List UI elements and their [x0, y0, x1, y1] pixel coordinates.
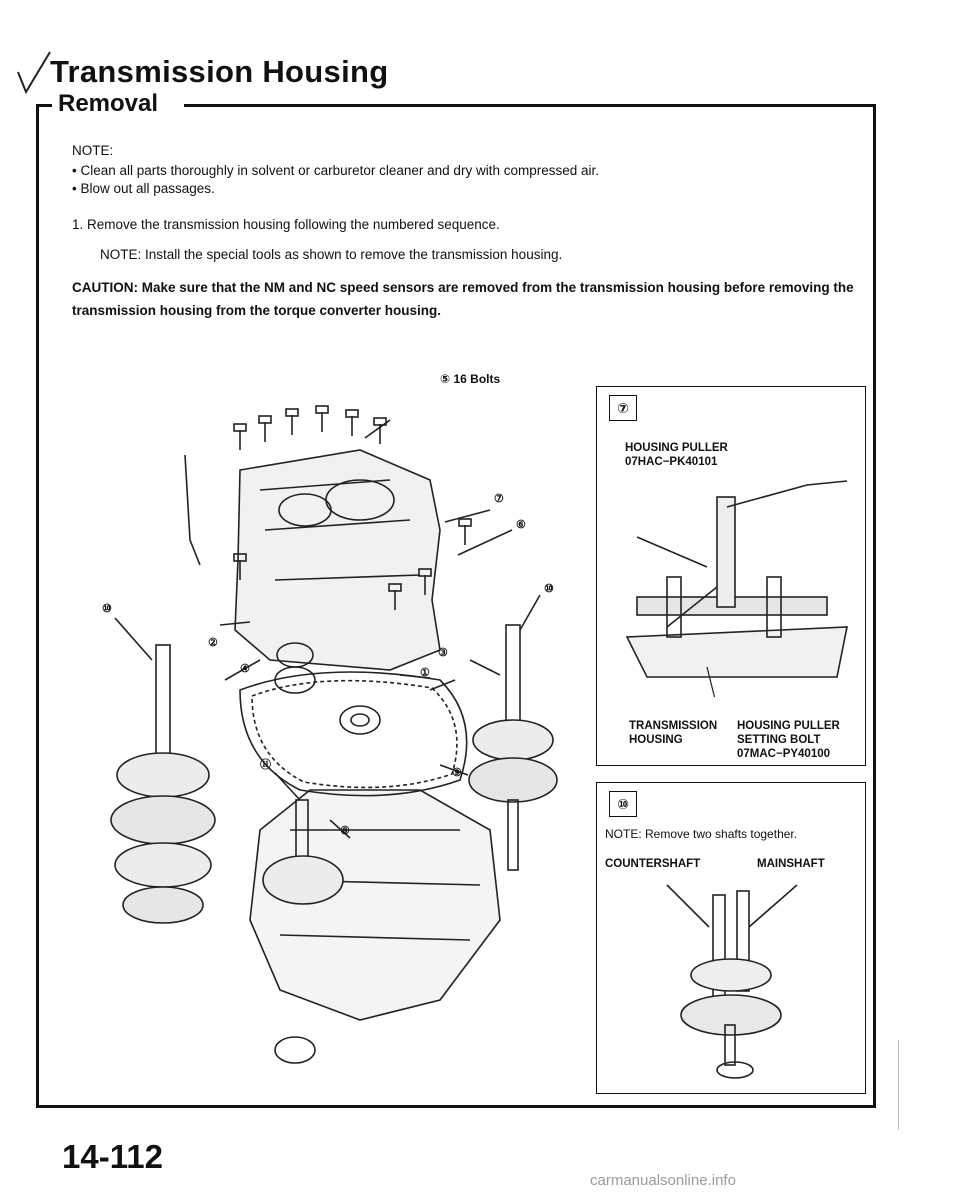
- section-heading: Removal: [58, 90, 159, 117]
- transmission-housing: [235, 450, 440, 670]
- bolts-callout: ⑤ 16 Bolts: [440, 372, 501, 386]
- callout-10: ⑩: [102, 603, 112, 615]
- setting-bolt-number: 07MAC−PY40100: [737, 748, 831, 760]
- callout-1: ①: [420, 667, 430, 679]
- callout-4: ④: [240, 663, 250, 675]
- note-item: • Clean all parts thoroughly in solvent or carburetor cleaner and dry with compressed air.: [72, 163, 599, 178]
- shafts-illustration: [657, 875, 807, 1085]
- check-mark-icon: [14, 50, 54, 94]
- gear: [263, 856, 343, 904]
- exploded-diagram: [60, 360, 600, 1100]
- page-number: 14-112: [62, 1138, 163, 1175]
- torque-converter-housing: [250, 790, 500, 1020]
- watermark: carmanualsonline.info: [590, 1172, 736, 1189]
- gear: [117, 753, 209, 797]
- callout-6: ⑥: [516, 519, 526, 531]
- mainshaft: [506, 625, 520, 725]
- tool-label-line: HOUSING PULLER: [625, 442, 728, 454]
- transmission-housing-label: TRANSMISSION: [629, 720, 718, 732]
- setting-bolt-label: SETTING BOLT: [737, 734, 821, 746]
- inset-tag: ⑦: [609, 395, 637, 421]
- step-1-note: NOTE: Install the special tools as shown to remove the transmission housing.: [100, 247, 563, 262]
- callout-11: ⑪: [260, 759, 271, 771]
- note-item: • Blow out all passages.: [72, 181, 215, 196]
- inset-tag: ⑩: [609, 791, 637, 817]
- inset-shafts: [596, 782, 866, 1094]
- callout-7: ⑦: [494, 493, 504, 505]
- dipstick-tube: [185, 455, 200, 565]
- puller-screw: [717, 497, 735, 607]
- margin-line: [898, 1040, 899, 1130]
- countershaft-label: COUNTERSHAFT: [605, 858, 701, 870]
- tool-number-line: 07HAC−PK40101: [625, 456, 718, 468]
- callout-2: ②: [208, 637, 218, 649]
- callout-9: ⑨: [452, 767, 462, 779]
- callout-8: ⑧: [340, 825, 350, 837]
- caution-text: CAUTION: Make sure that the NM and NC speed sensors are removed from the transmission housing before removing the transmission housing from the torque converter housing.: [72, 280, 854, 318]
- seal: [340, 706, 380, 734]
- housing-puller-illustration: [607, 477, 857, 697]
- countershaft: [156, 645, 170, 755]
- note-label: NOTE:: [72, 143, 114, 158]
- snap-ring: [275, 1037, 315, 1063]
- inset-note: NOTE: Remove two shafts together.: [605, 827, 798, 841]
- page-title: Transmission Housing: [50, 54, 389, 89]
- callout-3: ③: [438, 647, 448, 659]
- transmission-housing-label: HOUSING: [629, 734, 683, 746]
- setting-bolt-label: HOUSING PULLER: [737, 720, 840, 732]
- gear: [473, 720, 553, 760]
- mainshaft-label: MAINSHAFT: [757, 858, 825, 870]
- callout-10: ⑩: [544, 583, 554, 595]
- inset-housing-puller: [596, 386, 866, 766]
- step-1-text: 1. Remove the transmission housing following the numbered sequence.: [72, 217, 500, 232]
